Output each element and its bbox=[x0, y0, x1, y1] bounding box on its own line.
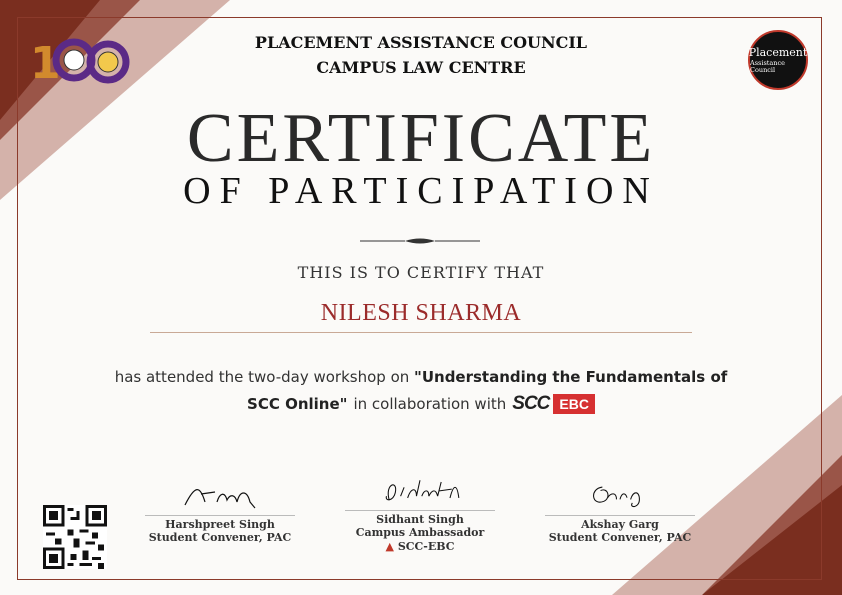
body-line-1 bbox=[0, 368, 842, 386]
svg-text:1: 1 bbox=[30, 38, 61, 89]
signatory-role: Campus Ambassador bbox=[355, 526, 485, 540]
certificate-title: CERTIFICATE bbox=[186, 100, 656, 177]
certify-text: THIS IS TO CERTIFY THAT bbox=[297, 263, 545, 282]
signatory-name: Harshpreet Singh bbox=[165, 518, 275, 532]
signatory-3 bbox=[530, 480, 710, 545]
signature-scribble-icon bbox=[580, 480, 660, 510]
body-line-2 bbox=[0, 393, 842, 415]
signature-line bbox=[345, 510, 495, 511]
signature-line bbox=[145, 515, 295, 516]
name-underline bbox=[150, 332, 692, 333]
qr-code-icon bbox=[43, 505, 107, 569]
logo-text-line1: Placement bbox=[748, 46, 808, 59]
logo-text-line2: Assistance Council bbox=[750, 59, 785, 74]
signatory-name: Sidhant Singh bbox=[376, 513, 464, 527]
signatory-org-text: SCC-EBC bbox=[397, 539, 455, 553]
signatory-name: Akshay Garg bbox=[581, 518, 659, 532]
org-subname: CAMPUS LAW CENTRE bbox=[316, 58, 526, 77]
workshop-title-part2: SCC Online" bbox=[247, 395, 348, 413]
workshop-title-part1: "Understanding the Fundamentals of bbox=[414, 368, 728, 386]
signatory-2 bbox=[330, 475, 510, 553]
signatory-role: Student Convener, PAC bbox=[548, 531, 692, 545]
ornament-divider-icon bbox=[360, 236, 480, 246]
signature-scribble-icon bbox=[175, 480, 265, 510]
collaboration-text: in collaboration with bbox=[353, 395, 507, 413]
signatory-1 bbox=[130, 480, 310, 545]
ebc-logo-text: EBC bbox=[553, 394, 595, 414]
certificate-subtitle: OF PARTICIPATION bbox=[183, 170, 659, 212]
ebc-mark-icon: ▲ bbox=[385, 539, 394, 553]
signatory-role: Student Convener, PAC bbox=[148, 531, 292, 545]
signature-scribble-icon bbox=[370, 475, 470, 505]
org-name: PLACEMENT ASSISTANCE COUNCIL bbox=[254, 33, 588, 52]
scc-ebc-logo bbox=[512, 393, 595, 415]
scc-logo-text: SCC bbox=[512, 393, 550, 414]
recipient-name: NILESH SHARMA bbox=[320, 300, 522, 326]
signature-line bbox=[545, 515, 695, 516]
body-prefix: has attended the two-day workshop on bbox=[114, 368, 415, 386]
signatory-org bbox=[330, 540, 510, 553]
